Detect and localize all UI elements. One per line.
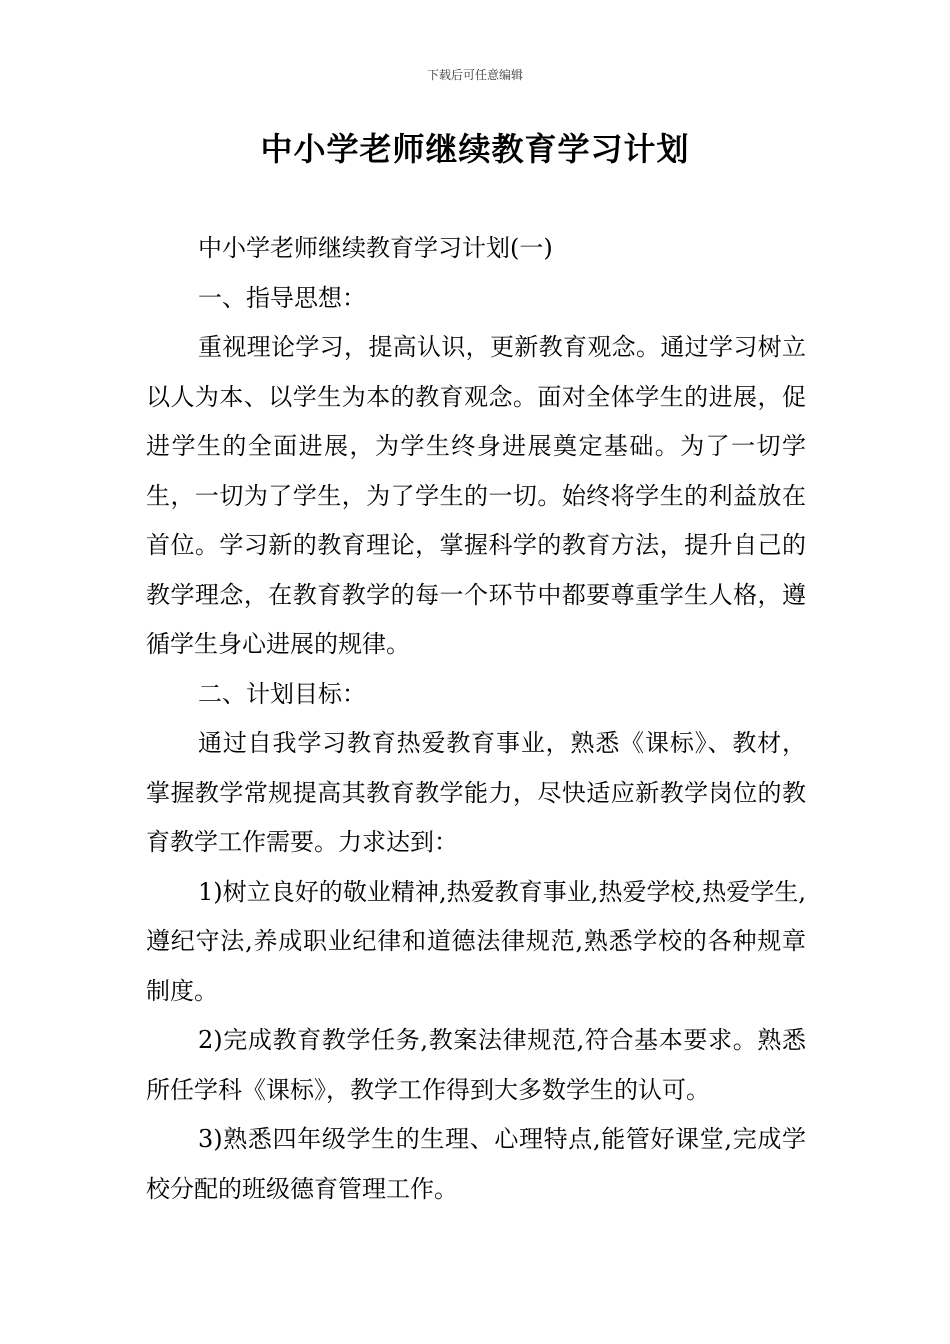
section-heading-plan-goals: 二、计划目标： bbox=[198, 679, 366, 708]
document-title: 中小学老师继续教育学习计划 bbox=[260, 130, 690, 168]
document-body bbox=[146, 224, 806, 1214]
paragraph-guiding-ideology: 重视理论学习，提高认识，更新教育观念。通过学习树立以人为本、以学生为本的教育观念。面对全体学生的进展，促进学生的全面进展，为学生终身进展奠定基础。为了一切学生，一切为了学生，为了学生的一切。始终将学生的利益放在首位。学习新的教育理论，掌握科学的教育方法，提升自己的教学理念，在教育教学的每一个环节中都要尊重学生人格，遵循学生身心进展的规律。 bbox=[146, 333, 806, 658]
goal-item-3: 3)熟悉四年级学生的生理、心理特点,能管好课堂,完成学校分配的班级德育管理工作。 bbox=[146, 1125, 806, 1203]
header-note: 下载后可任意编辑 bbox=[426, 68, 523, 82]
section-heading-guiding-ideology: 一、指导思想： bbox=[198, 283, 366, 312]
subtitle-paragraph: 中小学老师继续教育学习计划(一) bbox=[198, 234, 553, 262]
goal-item-2: 2)完成教育教学任务,教案法律规范,符合基本要求。熟悉所任学科《课标》，教学工作得到大多数学生的认可。 bbox=[146, 1026, 806, 1104]
paragraph-plan-goals: 通过自我学习教育热爱教育事业，熟悉《课标》、教材，掌握教学常规提高其教育教学能力，尽快适应新教学岗位的教育教学工作需要。力求达到： bbox=[146, 729, 806, 856]
goal-item-1: 1)树立良好的敬业精神,热爱教育事业,热爱学校,热爱学生,遵纪守法,养成职业纪律和道德法律规范,熟悉学校的各种规章制度。 bbox=[146, 877, 806, 1005]
